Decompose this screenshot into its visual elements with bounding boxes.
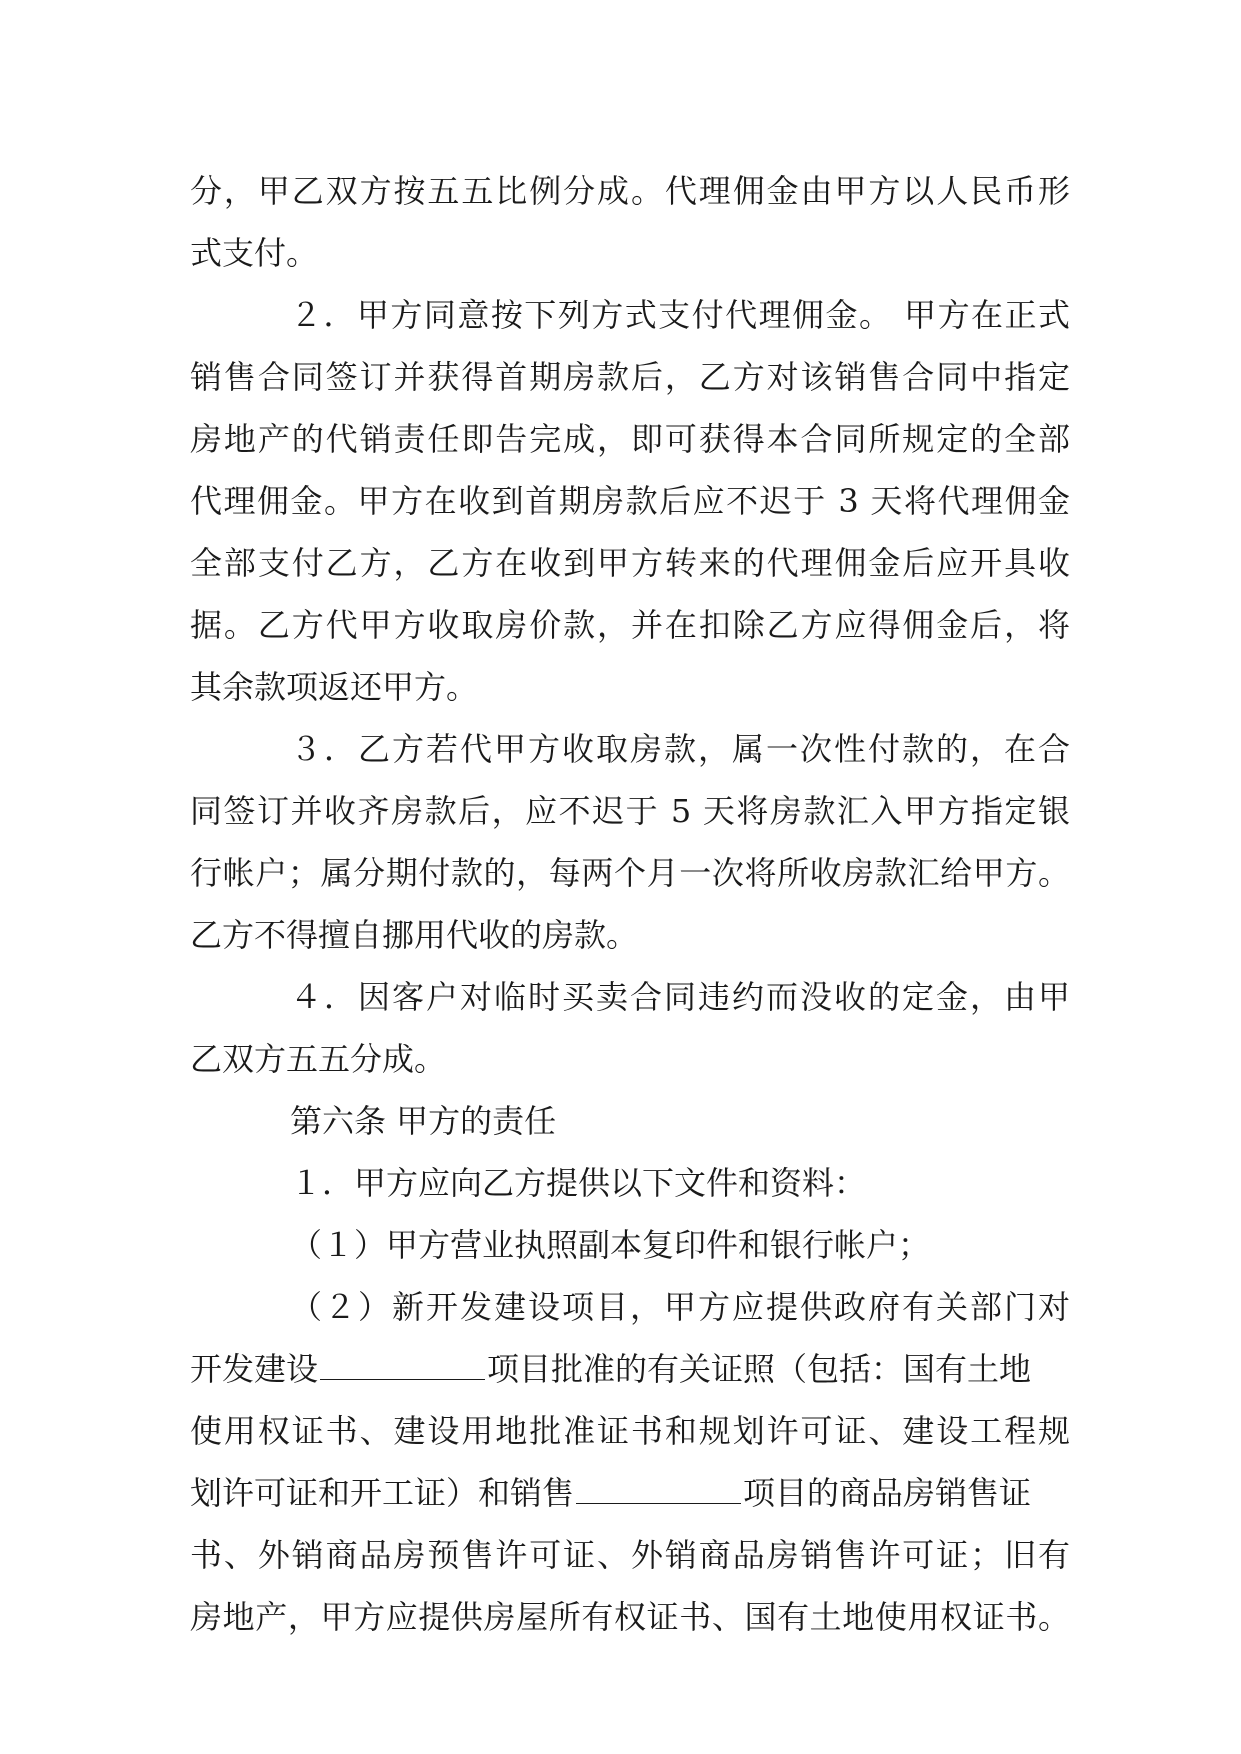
paragraph-line: 销售合同签订并获得首期房款后，乙方对该销售合同中指定 (190, 358, 1070, 396)
paragraph-line: 全部支付乙方，乙方在收到甲方转来的代理佣金后应开具收 (190, 544, 1070, 582)
line-text: 项目的商品房销售证 (743, 1474, 1032, 1512)
article-heading: 第六条 甲方的责任 (290, 1102, 557, 1140)
paragraph-line (190, 1338, 1070, 1400)
paragraph-line: ２．甲方同意按下列方式支付代理佣金。 甲方在正式 (290, 296, 1070, 334)
list-subitem: （１）甲方营业执照副本复印件和银行帐户； (290, 1226, 931, 1264)
paragraph-line: 房地产，甲方应提供房屋所有权证书、国有土地使用权证书。 (190, 1598, 1070, 1636)
paragraph-line: 代理佣金。甲方在收到首期房款后应不迟于 3 天将代理佣金 (190, 482, 1070, 520)
paragraph-line: 乙方不得擅自挪用代收的房款。 (190, 916, 639, 954)
paragraph-line: 式支付。 (190, 234, 319, 272)
line-text: 开发建设 (190, 1350, 319, 1388)
paragraph-line: 乙双方五五分成。 (190, 1040, 447, 1078)
paragraph-line: 分，甲乙双方按五五比例分成。代理佣金由甲方以人民币形 (190, 172, 1070, 210)
paragraph-line: ４．因客户对临时买卖合同违约而没收的定金，由甲 (290, 978, 1070, 1016)
paragraph-line: ３．乙方若代甲方收取房款，属一次性付款的，在合 (290, 730, 1070, 768)
paragraph-line: 同签订并收齐房款后，应不迟于 5 天将房款汇入甲方指定银 (190, 792, 1070, 830)
line-text: 划许可证和开工证）和销售 (190, 1474, 575, 1512)
paragraph-line: 其余款项返还甲方。 (190, 668, 479, 706)
paragraph-line (190, 1462, 1070, 1524)
list-item: １．甲方应向乙方提供以下文件和资料： (290, 1164, 867, 1202)
fill-in-blank (576, 1467, 741, 1504)
body-text (190, 160, 1070, 1648)
paragraph-line: 据。乙方代甲方收取房价款，并在扣除乙方应得佣金后，将 (190, 606, 1070, 644)
fill-in-blank (320, 1343, 485, 1380)
paragraph-line: 行帐户；属分期付款的，每两个月一次将所收房款汇给甲方。 (190, 854, 1070, 892)
paragraph-line: （２）新开发建设项目，甲方应提供政府有关部门对 (290, 1288, 1070, 1326)
paragraph-line: 使用权证书、建设用地批准证书和规划许可证、建设工程规 (190, 1412, 1070, 1450)
paragraph-line: 书、外销商品房预售许可证、外销商品房销售许可证；旧有 (190, 1536, 1070, 1574)
paragraph-line: 房地产的代销责任即告完成，即可获得本合同所规定的全部 (190, 420, 1070, 458)
line-text: 项目批准的有关证照（包括：国有土地 (487, 1350, 1032, 1388)
